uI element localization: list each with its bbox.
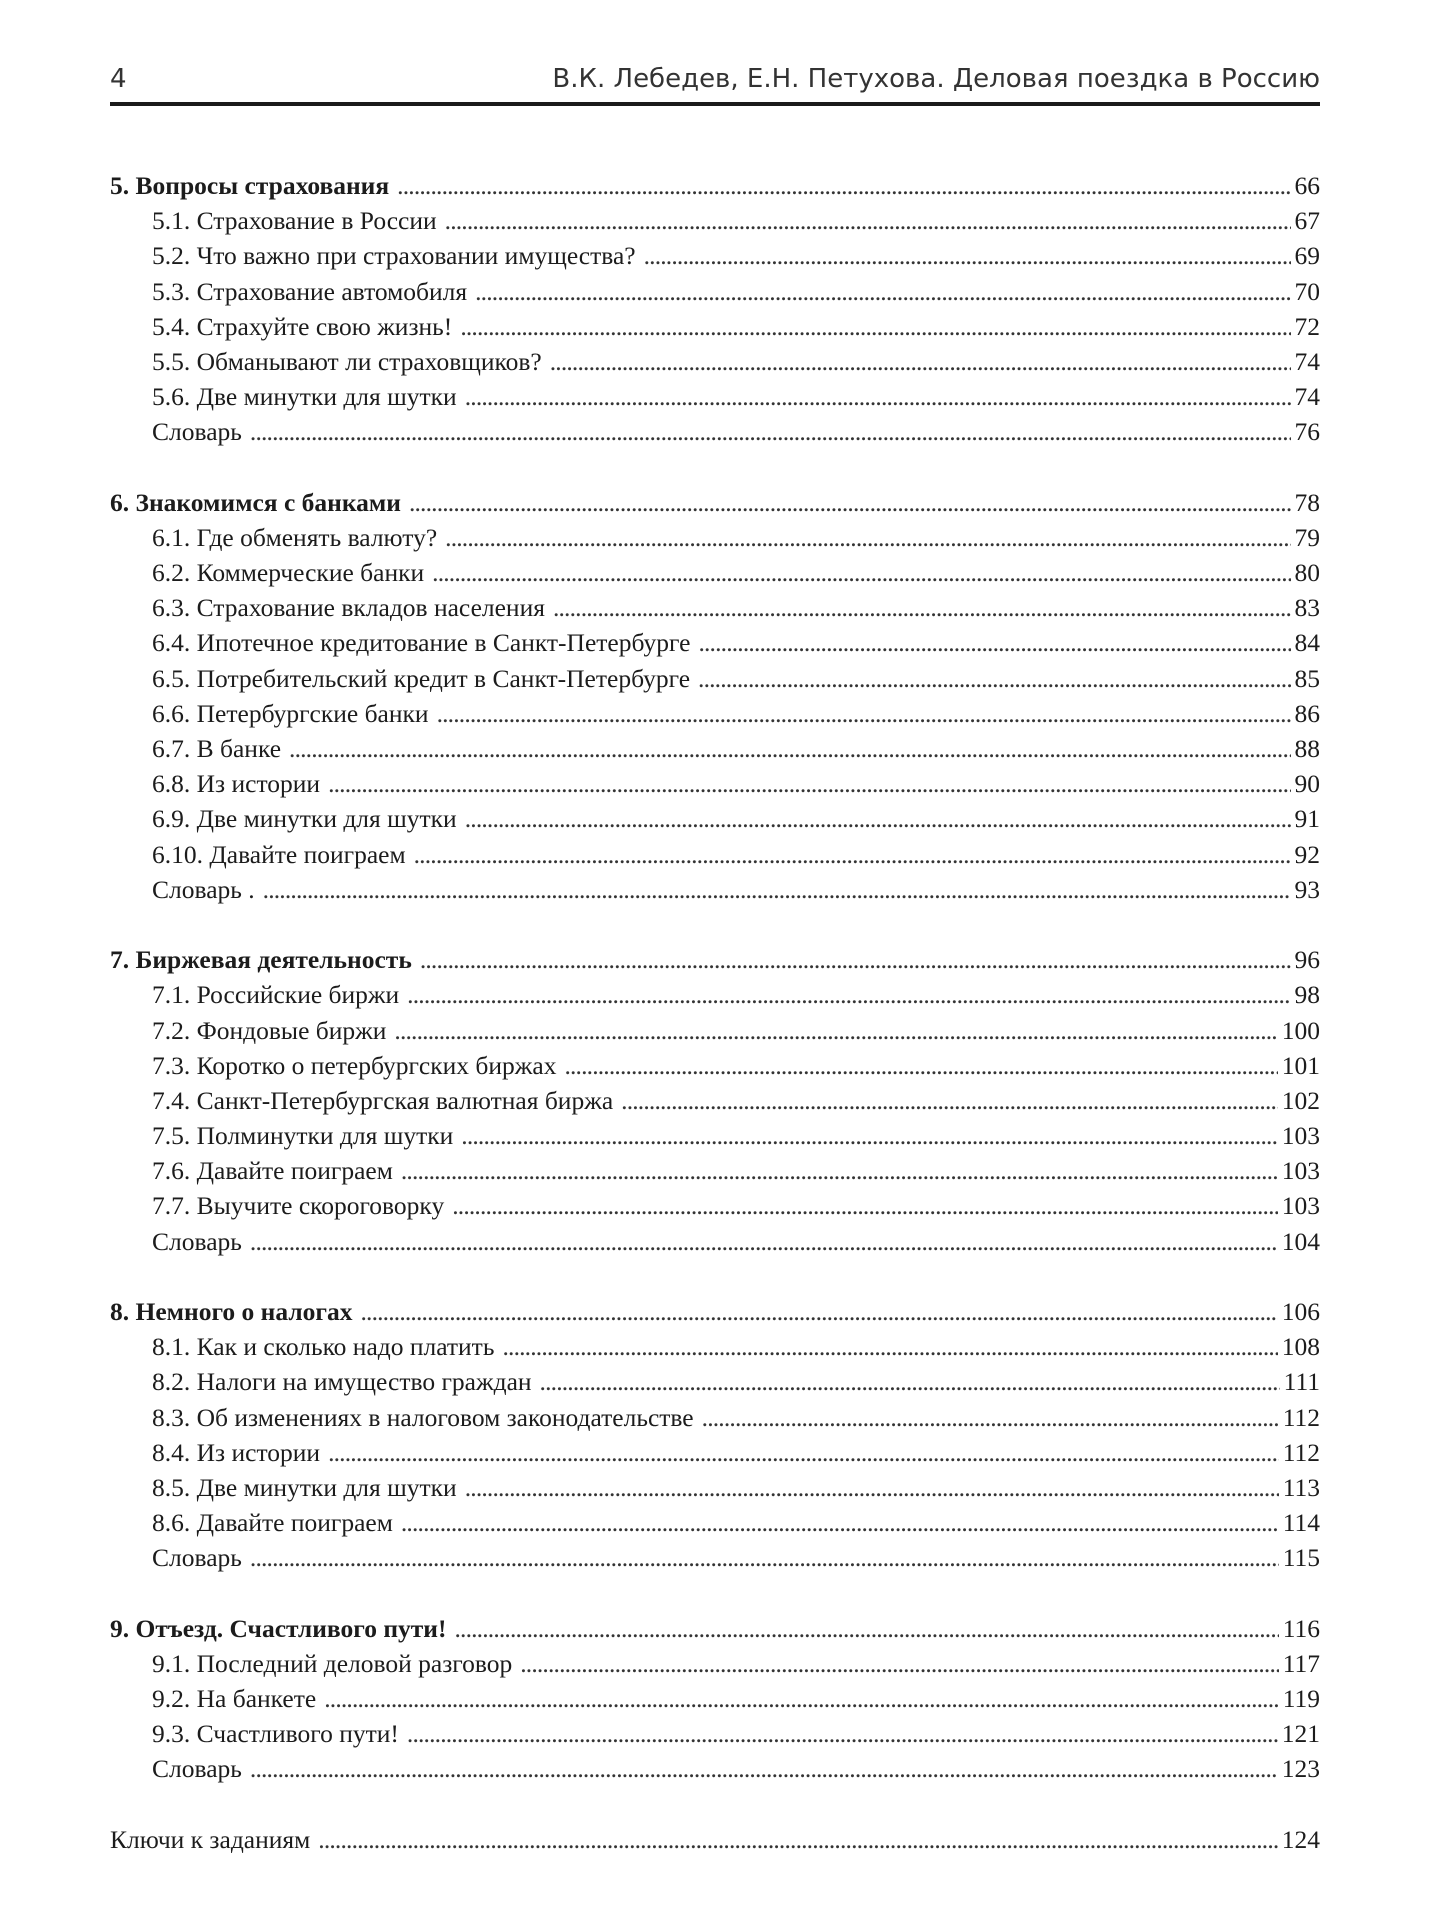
subsection-entry-title: 6.9. Две минутки для шутки bbox=[152, 804, 457, 834]
subsection-entry bbox=[110, 1505, 1320, 1540]
answer-key-entry bbox=[110, 1822, 1320, 1857]
page-header bbox=[110, 64, 1320, 104]
subsection-entry-page: 91 bbox=[1294, 804, 1320, 834]
chapter-entry-page: 66 bbox=[1294, 171, 1320, 200]
subsection-entry-title: Словарь bbox=[152, 417, 242, 447]
dot-leader bbox=[318, 1822, 1277, 1857]
subsection-entry-page: 100 bbox=[1281, 1015, 1320, 1045]
subsection-entry-page: 117 bbox=[1282, 1648, 1320, 1678]
chapter-entry-title: 9. Отъезд. Счастливого пути! bbox=[110, 1613, 447, 1643]
subsection-entry-title: 7.5. Полминутки для шутки bbox=[152, 1121, 454, 1151]
subsection-entry bbox=[110, 1435, 1320, 1470]
subsection-entry-page: 80 bbox=[1294, 558, 1320, 588]
subsection-entry bbox=[110, 801, 1320, 836]
dot-leader bbox=[394, 1013, 1277, 1048]
dot-leader bbox=[407, 1716, 1278, 1751]
dot-leader bbox=[360, 1294, 1277, 1329]
subsection-entry-title: Словарь bbox=[152, 1754, 242, 1784]
subsection-entry bbox=[110, 1329, 1320, 1364]
subsection-entry-title: 5.3. Страхование автомобиля bbox=[152, 276, 468, 306]
subsection-entry bbox=[110, 1540, 1320, 1575]
subsection-entry-title: Словарь bbox=[152, 1226, 242, 1256]
dot-leader bbox=[328, 1435, 1279, 1470]
subsection-entry-title: 7.6. Давайте поиграем bbox=[152, 1156, 393, 1186]
subsection-entry-title: 7.3. Коротко о петербургских биржах bbox=[152, 1050, 557, 1080]
subsection-entry-title: 8.2. Налоги на имущество граждан bbox=[152, 1367, 532, 1397]
chapter-entry-page: 106 bbox=[1281, 1297, 1320, 1326]
subsection-entry-page: 108 bbox=[1281, 1332, 1320, 1362]
subsection-entry bbox=[110, 1751, 1320, 1786]
subsection-entry-page: 92 bbox=[1294, 839, 1320, 869]
dot-leader bbox=[328, 766, 1290, 801]
subsection-entry-title: 9.3. Счастливого пути! bbox=[152, 1719, 399, 1749]
subsection-entry-title: 7.2. Фондовые биржи bbox=[152, 1015, 387, 1045]
dot-leader bbox=[520, 1646, 1278, 1681]
chapter-entry bbox=[110, 168, 1320, 203]
subsection-entry-page: 88 bbox=[1294, 734, 1320, 763]
subsection-entry bbox=[110, 1153, 1320, 1188]
chapter-entry-title: 7. Биржевая деятельность bbox=[110, 945, 412, 975]
running-title: В.К. Лебедев, Е.Н. Петухова. Деловая поездка в Россию bbox=[552, 64, 1320, 94]
subsection-entry-page: 102 bbox=[1281, 1085, 1320, 1115]
dot-leader bbox=[250, 1540, 1279, 1575]
subsection-entry bbox=[110, 274, 1320, 309]
subsection-entry bbox=[110, 625, 1320, 660]
dot-leader bbox=[465, 379, 1291, 414]
answer-key-entry-page: 124 bbox=[1281, 1824, 1320, 1854]
subsection-entry-page: 112 bbox=[1282, 1402, 1320, 1432]
chapter-entry bbox=[110, 485, 1320, 520]
dot-leader bbox=[540, 1364, 1280, 1399]
dot-leader bbox=[698, 661, 1290, 696]
subsection-entry-title: 5.6. Две минутки для шутки bbox=[152, 382, 457, 412]
subsection-entry bbox=[110, 837, 1320, 872]
subsection-entry bbox=[110, 661, 1320, 696]
subsection-entry-page: 101 bbox=[1281, 1050, 1320, 1080]
subsection-entry bbox=[110, 1364, 1320, 1399]
dot-leader bbox=[698, 625, 1290, 660]
subsection-entry-page: 93 bbox=[1294, 874, 1320, 904]
dot-leader bbox=[289, 731, 1290, 766]
subsection-entry bbox=[110, 590, 1320, 625]
subsection-entry-page: 114 bbox=[1282, 1508, 1320, 1538]
subsection-entry-page: 85 bbox=[1294, 663, 1320, 693]
subsection-entry-page: 123 bbox=[1281, 1754, 1320, 1784]
subsection-entry bbox=[110, 1716, 1320, 1751]
subsection-entry-title: Словарь bbox=[152, 1543, 242, 1573]
dot-leader bbox=[250, 1751, 1278, 1786]
subsection-entry bbox=[110, 731, 1320, 766]
subsection-entry-title: 6.4. Ипотечное кредитование в Санкт-Петербурге bbox=[152, 628, 691, 658]
subsection-entry-title: 7.7. Выучите скороговорку bbox=[152, 1191, 445, 1221]
subsection-entry-title: 5.4. Страхуйте свою жизнь! bbox=[152, 311, 453, 341]
subsection-entry-title: 6.6. Петербургские банки bbox=[152, 698, 429, 728]
chapter-entry bbox=[110, 1611, 1320, 1646]
dot-leader bbox=[401, 1505, 1279, 1540]
dot-leader bbox=[465, 801, 1291, 836]
subsection-entry-page: 90 bbox=[1294, 769, 1320, 799]
dot-leader bbox=[621, 1083, 1278, 1118]
subsection-entry-page: 84 bbox=[1294, 628, 1320, 658]
section-gap bbox=[110, 1787, 1320, 1822]
dot-leader bbox=[461, 1118, 1277, 1153]
subsection-entry-title: 8.4. Из истории bbox=[152, 1437, 321, 1467]
dot-leader bbox=[437, 696, 1291, 731]
dot-leader bbox=[454, 1611, 1278, 1646]
subsection-entry bbox=[110, 555, 1320, 590]
dot-leader bbox=[465, 1470, 1279, 1505]
table-of-contents bbox=[110, 168, 1320, 1857]
chapter-entry-title: 8. Немного о налогах bbox=[110, 1297, 353, 1326]
subsection-entry bbox=[110, 1681, 1320, 1716]
subsection-entry-page: 67 bbox=[1294, 206, 1320, 236]
subsection-entry-title: 7.1. Российские биржи bbox=[152, 980, 400, 1010]
answer-key-entry-title: Ключи к заданиям bbox=[110, 1824, 311, 1854]
dot-leader bbox=[564, 1048, 1277, 1083]
subsection-entry-title: 9.2. На банкете bbox=[152, 1684, 317, 1714]
subsection-entry-page: 103 bbox=[1281, 1156, 1320, 1186]
subsection-entry-title: 8.6. Давайте поиграем bbox=[152, 1508, 393, 1538]
subsection-entry-page: 104 bbox=[1281, 1226, 1320, 1256]
subsection-entry bbox=[110, 1646, 1320, 1681]
chapter-entry-page: 116 bbox=[1282, 1613, 1320, 1643]
subsection-entry bbox=[110, 1400, 1320, 1435]
subsection-entry bbox=[110, 1118, 1320, 1153]
dot-leader bbox=[397, 168, 1290, 203]
subsection-entry-page: 83 bbox=[1294, 593, 1320, 623]
chapter-entry-title: 6. Знакомимся с банками bbox=[110, 487, 401, 517]
subsection-entry-page: 103 bbox=[1281, 1121, 1320, 1151]
subsection-entry bbox=[110, 520, 1320, 555]
dot-leader bbox=[550, 344, 1291, 379]
subsection-entry bbox=[110, 977, 1320, 1012]
subsection-entry-title: 5.2. Что важно при страховании имущества? bbox=[152, 241, 636, 271]
dot-leader bbox=[644, 238, 1291, 273]
subsection-entry bbox=[110, 238, 1320, 273]
subsection-entry-title: 6.10. Давайте поиграем bbox=[152, 839, 406, 869]
subsection-entry-title: 6.3. Страхование вкладов населения bbox=[152, 593, 545, 623]
chapter-entry-page: 78 bbox=[1294, 487, 1320, 517]
page-number: 4 bbox=[110, 64, 127, 94]
subsection-entry-page: 74 bbox=[1294, 382, 1320, 412]
subsection-entry-title: 6.7. В банке bbox=[152, 734, 282, 763]
subsection-entry bbox=[110, 379, 1320, 414]
dot-leader bbox=[407, 977, 1290, 1012]
chapter-entry-page: 96 bbox=[1294, 945, 1320, 975]
subsection-entry-page: 69 bbox=[1294, 241, 1320, 271]
subsection-entry-page: 103 bbox=[1281, 1191, 1320, 1221]
subsection-entry-title: Словарь . bbox=[152, 874, 255, 904]
dot-leader bbox=[502, 1329, 1277, 1364]
header-rule bbox=[110, 102, 1320, 106]
subsection-entry-page: 72 bbox=[1294, 311, 1320, 341]
subsection-entry-title: 6.1. Где обменять валюту? bbox=[152, 522, 438, 552]
subsection-entry-title: 5.1. Страхование в России bbox=[152, 206, 437, 236]
subsection-entry-title: 8.1. Как и сколько надо платить bbox=[152, 1332, 495, 1362]
dot-leader bbox=[445, 520, 1290, 555]
dot-leader bbox=[420, 942, 1291, 977]
subsection-entry-page: 76 bbox=[1294, 417, 1320, 447]
subsection-entry bbox=[110, 344, 1320, 379]
subsection-entry-page: 111 bbox=[1283, 1367, 1320, 1397]
subsection-entry-title: 5.5. Обманывают ли страховщиков? bbox=[152, 346, 542, 376]
dot-leader bbox=[452, 1188, 1278, 1223]
subsection-entry-page: 98 bbox=[1294, 980, 1320, 1010]
dot-leader bbox=[263, 872, 1291, 907]
dot-leader bbox=[250, 414, 1291, 449]
subsection-entry-page: 74 bbox=[1294, 346, 1320, 376]
dot-leader bbox=[401, 1153, 1278, 1188]
section-gap bbox=[110, 450, 1320, 485]
subsection-entry bbox=[110, 309, 1320, 344]
chapter-entry-title: 5. Вопросы страхования bbox=[110, 171, 390, 200]
subsection-entry bbox=[110, 872, 1320, 907]
section-gap bbox=[110, 1259, 1320, 1294]
subsection-entry-page: 121 bbox=[1281, 1719, 1320, 1749]
dot-leader bbox=[250, 1224, 1278, 1259]
subsection-entry-title: 6.2. Коммерческие банки bbox=[152, 558, 425, 588]
dot-leader bbox=[445, 203, 1291, 238]
subsection-entry-page: 119 bbox=[1282, 1684, 1320, 1714]
subsection-entry-page: 112 bbox=[1282, 1437, 1320, 1467]
dot-leader bbox=[409, 485, 1291, 520]
subsection-entry bbox=[110, 203, 1320, 238]
section-gap bbox=[110, 1576, 1320, 1611]
subsection-entry bbox=[110, 414, 1320, 449]
subsection-entry bbox=[110, 1083, 1320, 1118]
dot-leader bbox=[553, 590, 1291, 625]
subsection-entry-page: 79 bbox=[1294, 522, 1320, 552]
subsection-entry-page: 115 bbox=[1282, 1543, 1320, 1573]
subsection-entry-title: 9.1. Последний деловой разговор bbox=[152, 1648, 513, 1678]
subsection-entry bbox=[110, 696, 1320, 731]
subsection-entry-page: 70 bbox=[1294, 276, 1320, 306]
subsection-entry-page: 113 bbox=[1282, 1472, 1320, 1502]
subsection-entry-title: 8.3. Об изменениях в налоговом законодательстве bbox=[152, 1402, 694, 1432]
dot-leader bbox=[702, 1400, 1279, 1435]
dot-leader bbox=[460, 309, 1290, 344]
subsection-entry-title: 6.8. Из истории bbox=[152, 769, 321, 799]
subsection-entry bbox=[110, 1013, 1320, 1048]
chapter-entry bbox=[110, 942, 1320, 977]
section-gap bbox=[110, 907, 1320, 942]
dot-leader bbox=[432, 555, 1290, 590]
dot-leader bbox=[324, 1681, 1278, 1716]
chapter-entry bbox=[110, 1294, 1320, 1329]
subsection-entry bbox=[110, 1048, 1320, 1083]
subsection-entry bbox=[110, 766, 1320, 801]
subsection-entry-title: 8.5. Две минутки для шутки bbox=[152, 1472, 457, 1502]
subsection-entry-title: 7.4. Санкт-Петербургская валютная биржа bbox=[152, 1085, 614, 1115]
subsection-entry-page: 86 bbox=[1294, 698, 1320, 728]
subsection-entry bbox=[110, 1470, 1320, 1505]
dot-leader bbox=[414, 837, 1291, 872]
subsection-entry bbox=[110, 1188, 1320, 1223]
subsection-entry-title: 6.5. Потребительский кредит в Санкт-Петербурге bbox=[152, 663, 691, 693]
subsection-entry bbox=[110, 1224, 1320, 1259]
dot-leader bbox=[475, 274, 1290, 309]
